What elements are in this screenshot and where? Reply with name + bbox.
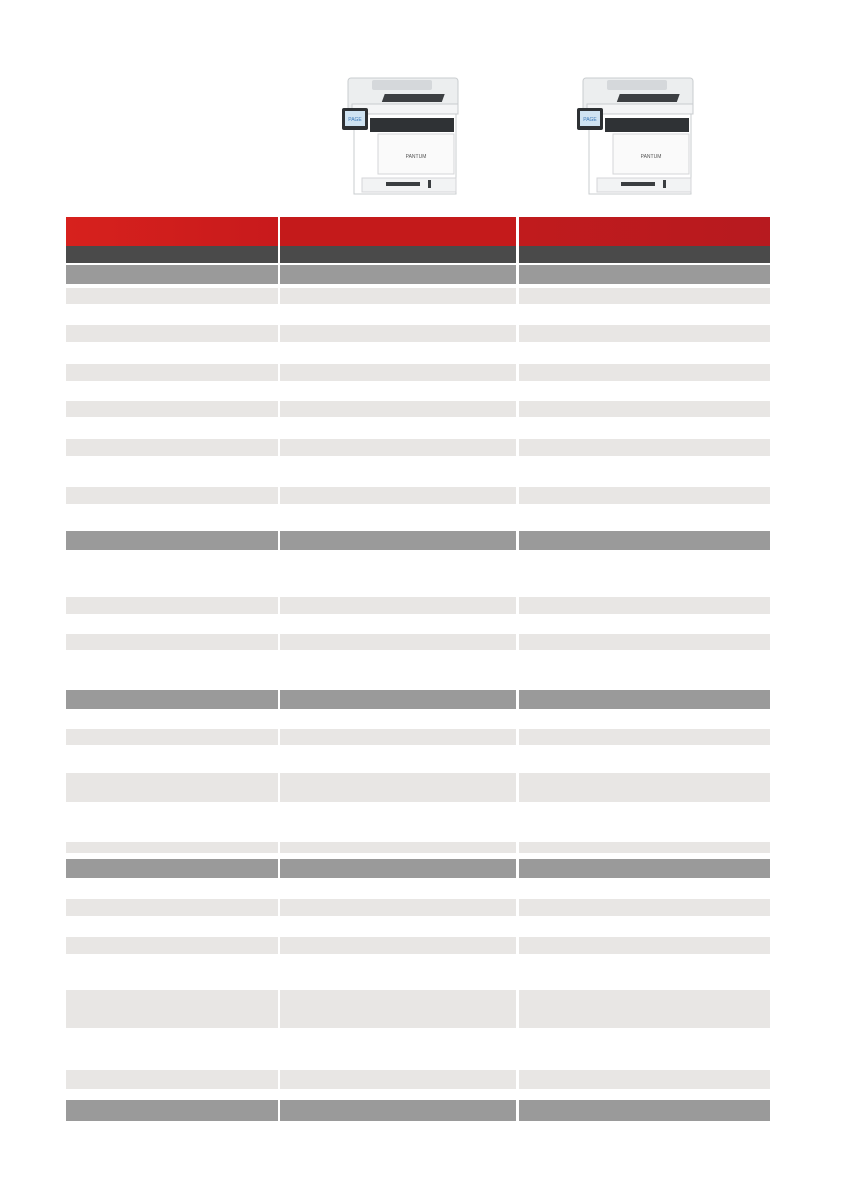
table-cell: [280, 439, 516, 456]
table-row: [66, 401, 770, 417]
table-cell: [519, 439, 770, 456]
table-row: [66, 597, 770, 614]
table-cell: [280, 217, 516, 246]
table-cell: [519, 364, 770, 381]
table-cell: [519, 246, 770, 263]
table-cell: [519, 690, 770, 709]
table-row: [66, 634, 770, 650]
section-header-row: [66, 1100, 770, 1121]
table-cell: [66, 1100, 278, 1121]
table-header-row: [66, 246, 770, 263]
table-cell: [519, 859, 770, 878]
table-cell: [66, 325, 278, 342]
table-cell: [280, 842, 516, 853]
table-cell: [280, 288, 516, 304]
table-cell: [66, 859, 278, 878]
table-row: [66, 325, 770, 342]
table-cell: [519, 597, 770, 614]
table-cell: [66, 401, 278, 417]
section-header-row: [66, 531, 770, 550]
table-cell: [519, 899, 770, 916]
table-cell: [280, 246, 516, 263]
table-cell: [66, 690, 278, 709]
table-cell: [519, 487, 770, 504]
product-image-2: [577, 74, 703, 196]
table-cell: [519, 265, 770, 284]
table-row: [66, 439, 770, 456]
section-header-row: [66, 859, 770, 878]
table-row: [66, 487, 770, 504]
table-header-row: [66, 217, 770, 246]
table-cell: [519, 325, 770, 342]
table-row: [66, 937, 770, 954]
printer-illustration-2: [577, 74, 703, 196]
table-cell: [519, 401, 770, 417]
table-row: [66, 990, 770, 1028]
table-row: [66, 899, 770, 916]
table-cell: [280, 773, 516, 802]
table-cell: [280, 531, 516, 550]
table-cell: [280, 859, 516, 878]
table-cell: [280, 937, 516, 954]
table-row: [66, 364, 770, 381]
table-cell: [66, 899, 278, 916]
table-cell: [519, 937, 770, 954]
table-cell: [66, 487, 278, 504]
svg-text:PAGE: PAGE: [583, 117, 597, 123]
table-cell: [280, 1070, 516, 1089]
table-row: [66, 288, 770, 304]
table-cell: [66, 531, 278, 550]
table-row: [66, 773, 770, 802]
product-image-1: [342, 74, 468, 196]
table-cell: [66, 597, 278, 614]
table-cell: [519, 288, 770, 304]
table-cell: [66, 729, 278, 745]
table-cell: [280, 1100, 516, 1121]
table-row: [66, 729, 770, 745]
printer-illustration-1: [342, 74, 468, 196]
table-cell: [519, 842, 770, 853]
table-cell: [66, 217, 278, 246]
table-cell: [280, 729, 516, 745]
table-cell: [519, 729, 770, 745]
table-cell: [280, 487, 516, 504]
table-cell: [66, 990, 278, 1028]
table-cell: [280, 634, 516, 650]
table-cell: [280, 401, 516, 417]
table-cell: [280, 325, 516, 342]
table-cell: [66, 773, 278, 802]
table-row: [66, 842, 770, 853]
printer-logo-1: PANTUM: [405, 154, 427, 160]
table-cell: [519, 990, 770, 1028]
table-cell: [519, 1070, 770, 1089]
table-cell: [280, 265, 516, 284]
table-cell: [66, 439, 278, 456]
printer-logo-2: PANTUM: [640, 154, 662, 160]
table-cell: [280, 899, 516, 916]
table-cell: [66, 842, 278, 853]
table-cell: [66, 246, 278, 263]
table-cell: [66, 937, 278, 954]
table-row: [66, 1070, 770, 1089]
table-cell: [66, 265, 278, 284]
table-cell: [66, 1070, 278, 1089]
table-cell: [519, 773, 770, 802]
table-cell: [519, 531, 770, 550]
section-header-row: [66, 690, 770, 709]
table-cell: [280, 364, 516, 381]
table-cell: [66, 364, 278, 381]
table-cell: [519, 634, 770, 650]
svg-text:PAGE: PAGE: [348, 117, 362, 123]
table-cell: [66, 288, 278, 304]
table-cell: [280, 597, 516, 614]
table-cell: [66, 634, 278, 650]
table-cell: [519, 1100, 770, 1121]
table-cell: [280, 690, 516, 709]
table-cell: [519, 217, 770, 246]
section-header-row: [66, 265, 770, 284]
table-cell: [280, 990, 516, 1028]
